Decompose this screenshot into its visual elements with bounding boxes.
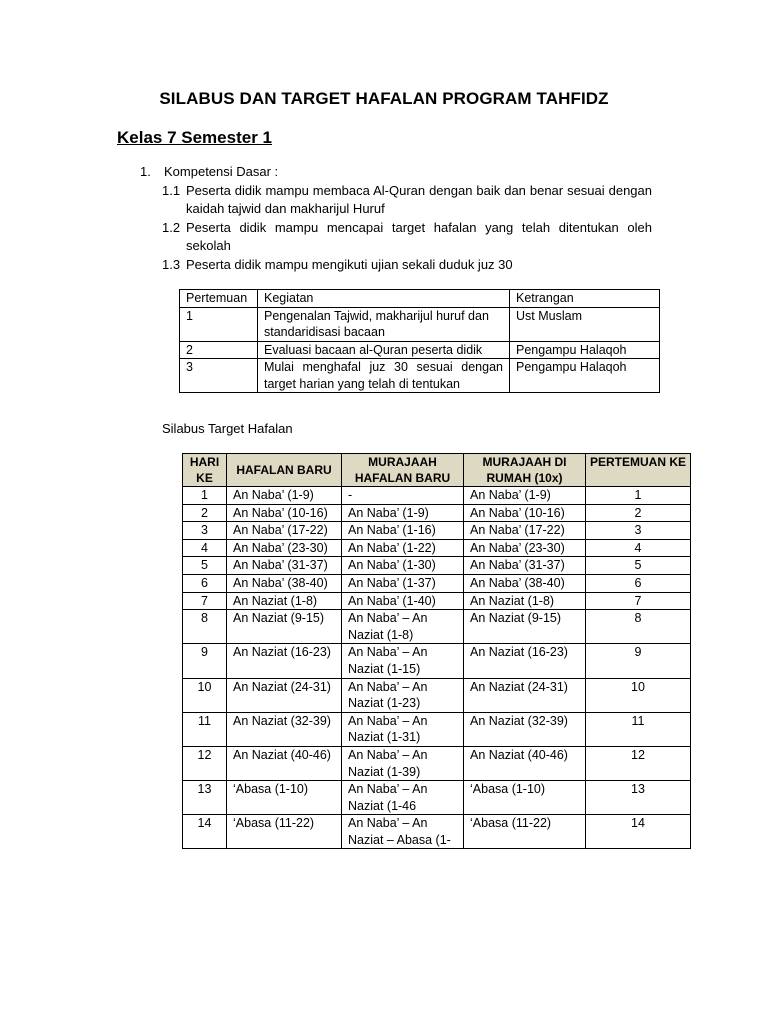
kompetensi-dasar-section <box>140 163 652 274</box>
table-cell: An Naziat (9-15) <box>227 610 342 644</box>
table-cell: 1 <box>183 487 227 505</box>
header-cell: HARI KE <box>183 454 227 487</box>
table-row <box>183 712 691 746</box>
table-cell: An Naziat (1-8) <box>227 592 342 610</box>
table-cell: An Naba’ (17-22) <box>464 522 586 540</box>
table-cell: 13 <box>183 781 227 815</box>
table-cell: 3 <box>180 359 258 393</box>
header-cell: Kegiatan <box>258 290 510 308</box>
table-cell: An Naba’ (31-37) <box>227 557 342 575</box>
table-row <box>183 504 691 522</box>
table-row <box>183 557 691 575</box>
table-cell: Pengampu Halaqoh <box>510 341 660 359</box>
table-cell: 12 <box>586 746 691 780</box>
header-cell: MURAJAAH DI RUMAH (10x) <box>464 454 586 487</box>
table-cell: ‘Abasa (1-10) <box>227 781 342 815</box>
table-cell: 14 <box>586 815 691 849</box>
table-cell: 8 <box>183 610 227 644</box>
table-cell: An Naziat (40-46) <box>227 746 342 780</box>
hafalan-table-body <box>183 487 691 849</box>
table-cell: 2 <box>180 341 258 359</box>
table-cell: An Naziat (16-23) <box>464 644 586 678</box>
table-row <box>183 678 691 712</box>
table-cell: 2 <box>586 504 691 522</box>
table-cell: 3 <box>183 522 227 540</box>
table-cell: An Naziat (16-23) <box>227 644 342 678</box>
table-cell: An Naziat (24-31) <box>227 678 342 712</box>
table-cell: An Naba’ (31-37) <box>464 557 586 575</box>
table-cell: 6 <box>183 574 227 592</box>
table-cell: An Naba’ (23-30) <box>227 539 342 557</box>
table-cell: An Naba’ – An Naziat (1-39) <box>342 746 464 780</box>
table-cell: 7 <box>586 592 691 610</box>
kompetensi-item <box>162 219 652 256</box>
silabus-label: Silabus Target Hafalan <box>162 421 293 436</box>
table-cell: 8 <box>586 610 691 644</box>
table-cell: An Naziat (32-39) <box>227 712 342 746</box>
item-text: Peserta didik mampu mengikuti ujian sekali duduk juz 30 <box>186 256 513 272</box>
class-semester-heading: Kelas 7 Semester 1 <box>117 128 272 147</box>
table-row <box>183 781 691 815</box>
table-cell: An Naba’ (1-37) <box>342 574 464 592</box>
table-cell: An Naba’ (38-40) <box>227 574 342 592</box>
table-row <box>183 644 691 678</box>
table-cell: An Naba’ – An Naziat (1-15) <box>342 644 464 678</box>
table-cell: An Naba’ (23-30) <box>464 539 586 557</box>
table-cell: An Naba’ – An Naziat (1-46 <box>342 781 464 815</box>
table-row <box>183 574 691 592</box>
table-cell: An Naba’ (1-9) <box>342 504 464 522</box>
table-cell: An Naba’ – An Naziat (1-23) <box>342 678 464 712</box>
table-row <box>183 522 691 540</box>
table-cell: Evaluasi bacaan al-Quran peserta didik <box>258 341 510 359</box>
table-cell: An Naba’ (1-9) <box>464 487 586 505</box>
table-cell: 4 <box>183 539 227 557</box>
table-cell: Mulai menghafal juz 30 sesuai dengan target harian yang telah di tentukan <box>258 359 510 393</box>
table-cell: An Naziat (9-15) <box>464 610 586 644</box>
table-row <box>183 746 691 780</box>
table-row <box>180 359 660 393</box>
table-cell: ‘Abasa (11-22) <box>227 815 342 849</box>
item-number: 1.2 <box>162 219 181 235</box>
table-row <box>183 610 691 644</box>
table-row <box>180 341 660 359</box>
table-cell: 13 <box>586 781 691 815</box>
kompetensi-item <box>162 182 652 219</box>
table-cell: 5 <box>183 557 227 575</box>
table-cell: An Naba’ – An Naziat (1-31) <box>342 712 464 746</box>
table-header-row <box>183 454 691 487</box>
table-cell: 9 <box>183 644 227 678</box>
document-title: SILABUS DAN TARGET HAFALAN PROGRAM TAHFIDZ <box>159 89 609 108</box>
table-cell: Pengampu Halaqoh <box>510 359 660 393</box>
table-cell: 6 <box>586 574 691 592</box>
header-cell: Ketrangan <box>510 290 660 308</box>
table-cell: - <box>342 487 464 505</box>
table-cell: 12 <box>183 746 227 780</box>
table-cell: An Naziat (40-46) <box>464 746 586 780</box>
table-cell: An Naziat (24-31) <box>464 678 586 712</box>
table-cell: An Naba’ (10-16) <box>464 504 586 522</box>
table-cell: 4 <box>586 539 691 557</box>
table-cell: An Naba’ (10-16) <box>227 504 342 522</box>
header-cell: PERTEMUAN KE <box>586 454 691 487</box>
table-cell: An Naba’ (1-30) <box>342 557 464 575</box>
header-cell: HAFALAN BARU <box>227 454 342 487</box>
table-cell: An Naba’ (17-22) <box>227 522 342 540</box>
table-cell: An Naba’ (1-9) <box>227 487 342 505</box>
table-cell: ‘Abasa (1-10) <box>464 781 586 815</box>
table-header-row <box>180 290 660 308</box>
table-cell: An Naba’ – An Naziat – Abasa (1- <box>342 815 464 849</box>
table-cell: An Naziat (1-8) <box>464 592 586 610</box>
table-cell: 14 <box>183 815 227 849</box>
table-cell: An Naba’ (1-40) <box>342 592 464 610</box>
item-number: 1.3 <box>162 256 181 272</box>
kompetensi-item <box>162 256 652 275</box>
table-cell: Pengenalan Tajwid, makharijul huruf dan standaridisasi bacaan <box>258 307 510 341</box>
kompetensi-heading: Kompetensi Dasar : <box>164 164 279 179</box>
table-cell: 5 <box>586 557 691 575</box>
kompetensi-heading-row <box>140 163 652 182</box>
table-cell: ‘Abasa (11-22) <box>464 815 586 849</box>
table-cell: 1 <box>586 487 691 505</box>
table-row <box>183 592 691 610</box>
kegiatan-table <box>179 289 660 393</box>
table-cell: 2 <box>183 504 227 522</box>
table-row <box>183 815 691 849</box>
table-cell: 11 <box>586 712 691 746</box>
table-cell: 7 <box>183 592 227 610</box>
table-cell: An Naba’ (1-16) <box>342 522 464 540</box>
table-cell: 1 <box>180 307 258 341</box>
table-row <box>180 307 660 341</box>
header-cell: MURAJAAH HAFALAN BARU <box>342 454 464 487</box>
header-cell: Pertemuan <box>180 290 258 308</box>
table-cell: An Naba’ (38-40) <box>464 574 586 592</box>
table-cell: 9 <box>586 644 691 678</box>
table-cell: An Naziat (32-39) <box>464 712 586 746</box>
table-cell: Ust Muslam <box>510 307 660 341</box>
table-cell: 11 <box>183 712 227 746</box>
item-text: Peserta didik mampu mencapai target hafalan yang telah ditentukan oleh sekolah <box>186 219 652 253</box>
table-cell: 3 <box>586 522 691 540</box>
item-text: Peserta didik mampu membaca Al-Quran dengan baik dan benar sesuai dengan kaidah tajwid dan makharijul Huruf <box>186 182 652 216</box>
hafalan-table <box>182 453 691 849</box>
table-cell: An Naba’ (1-22) <box>342 539 464 557</box>
table-cell: 10 <box>183 678 227 712</box>
table-cell: An Naba’ – An Naziat (1-8) <box>342 610 464 644</box>
table-row <box>183 539 691 557</box>
item-number: 1.1 <box>162 182 181 198</box>
table-cell: 10 <box>586 678 691 712</box>
table-row <box>183 487 691 505</box>
list-number: 1. <box>140 164 151 179</box>
